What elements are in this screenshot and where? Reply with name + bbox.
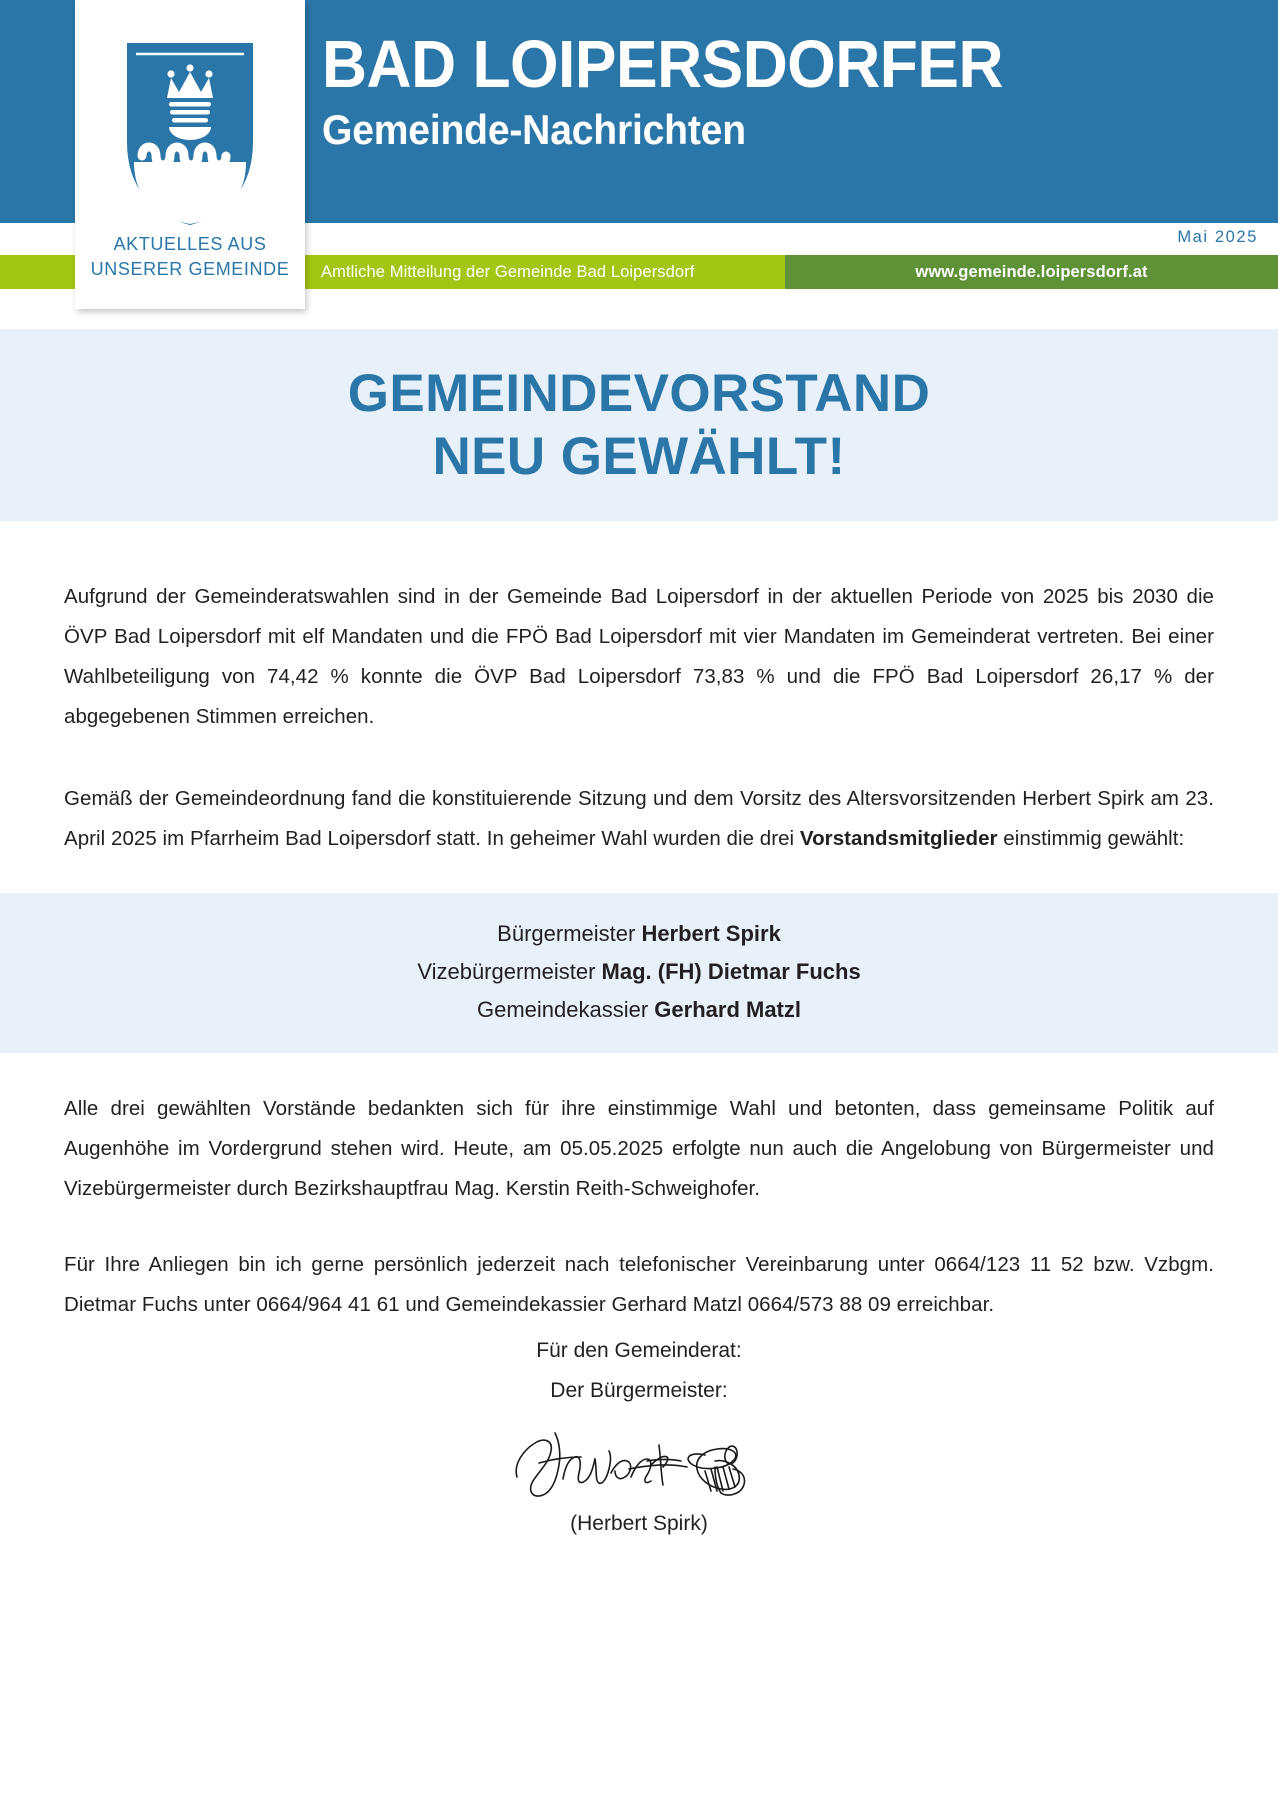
official-notice-text: Amtliche Mitteilung der Gemeinde Bad Loipersdorf [321, 262, 695, 281]
official-row [0, 953, 1278, 991]
website-bar[interactable] [785, 255, 1278, 289]
official-row [0, 915, 1278, 953]
official-notice-bar [305, 255, 785, 289]
official-row [0, 991, 1278, 1029]
signature-line-mayor: Der Bürgermeister: [550, 1379, 728, 1402]
official-name: Herbert Spirk [641, 921, 781, 946]
para2-text-before: Gemäß der Gemeindeordnung fand die konstituierende Sitzung und dem Vorsitz des Altersvorsitzenden Herbert Spirk am 23. April 2025 im Pfarrheim Bad Loipersdorf statt. In geheimer Wahl wurden die drei [64, 787, 1214, 850]
masthead [0, 0, 1278, 289]
headline-band [0, 329, 1278, 521]
handwritten-signature-icon [509, 1415, 769, 1505]
logo-caption-line2: UNSERER GEMEINDE [90, 259, 290, 279]
logo-caption-line1: AKTUELLES AUS [113, 234, 267, 254]
official-role: Bürgermeister [497, 921, 642, 946]
official-role: Gemeindekassier [476, 997, 655, 1022]
para2-text-after: einstimmig gewählt: [997, 827, 1185, 850]
publication-subtitle: Gemeinde-Nachrichten [322, 106, 746, 153]
headline-line-1: GEMEINDEVORSTAND [347, 364, 931, 423]
logo-caption [75, 232, 305, 282]
signature-block [0, 1325, 1278, 1541]
paragraph-contact-numbers: Für Ihre Anliegen bin ich gerne persönlich jederzeit nach telefonischer Vereinbarung unter 0664/123 11 52 bzw. Vzbgm. Dietmar Fuchs unter 0664/964 41 61 und Gemeindekassier Gerhard Matzl 0664/573 88 09 erreichbar. [64, 1253, 1214, 1316]
signature-line-council: Für den Gemeinderat: [536, 1339, 742, 1362]
official-role: Vizebürgermeister [417, 959, 602, 984]
official-name: Mag. (FH) Dietmar Fuchs [601, 959, 861, 984]
headline-line-2: NEU GEWÄHLT! [432, 427, 846, 486]
article-body [0, 521, 1278, 1541]
coat-of-arms-icon [122, 38, 258, 233]
paragraph-constituent-session [0, 779, 1278, 859]
signature-name: (Herbert Spirk) [570, 1512, 708, 1535]
publication-title: BAD LOIPERSDORFER [322, 27, 1004, 102]
elected-officials-block [0, 893, 1278, 1053]
official-name: Gerhard Matzl [654, 997, 801, 1022]
municipality-logo-card [75, 0, 305, 309]
paragraph-election-results: Aufgrund der Gemeinderatswahlen sind in der Gemeinde Bad Loipersdorf in der aktuellen Periode von 2025 bis 2030 die ÖVP Bad Loipersdorf mit elf Mandaten und die FPÖ Bad Loipersdorf mit vier Mandaten im Gemeinderat vertreten. Bei einer Wahlbeteiligung von 74,42 % konnte die ÖVP Bad Loipersdorf 73,83 % und die FPÖ Bad Loipersdorf 26,17 % der abgegebenen Stimmen erreichen. [64, 585, 1214, 728]
para2-bold-term: Vorstandsmitglieder [799, 827, 998, 850]
paragraph-thanks-and-inauguration: Alle drei gewählten Vorstände bedankten sich für ihre einstimmige Wahl und betonten, dass gemeinsame Politik auf Augenhöhe im Vordergrund stehen wird. Heute, am 05.05.2025 erfolgte nun auch die Angelobung von Bürgermeister und Vizebürgermeister durch Bezirkshauptfrau Mag. Kerstin Reith-Schweighofer. [64, 1097, 1214, 1200]
issue-date: Mai 2025 [1177, 228, 1258, 246]
publication-wordmark [322, 27, 1082, 154]
website-url[interactable]: www.gemeinde.loipersdorf.at [915, 262, 1148, 281]
